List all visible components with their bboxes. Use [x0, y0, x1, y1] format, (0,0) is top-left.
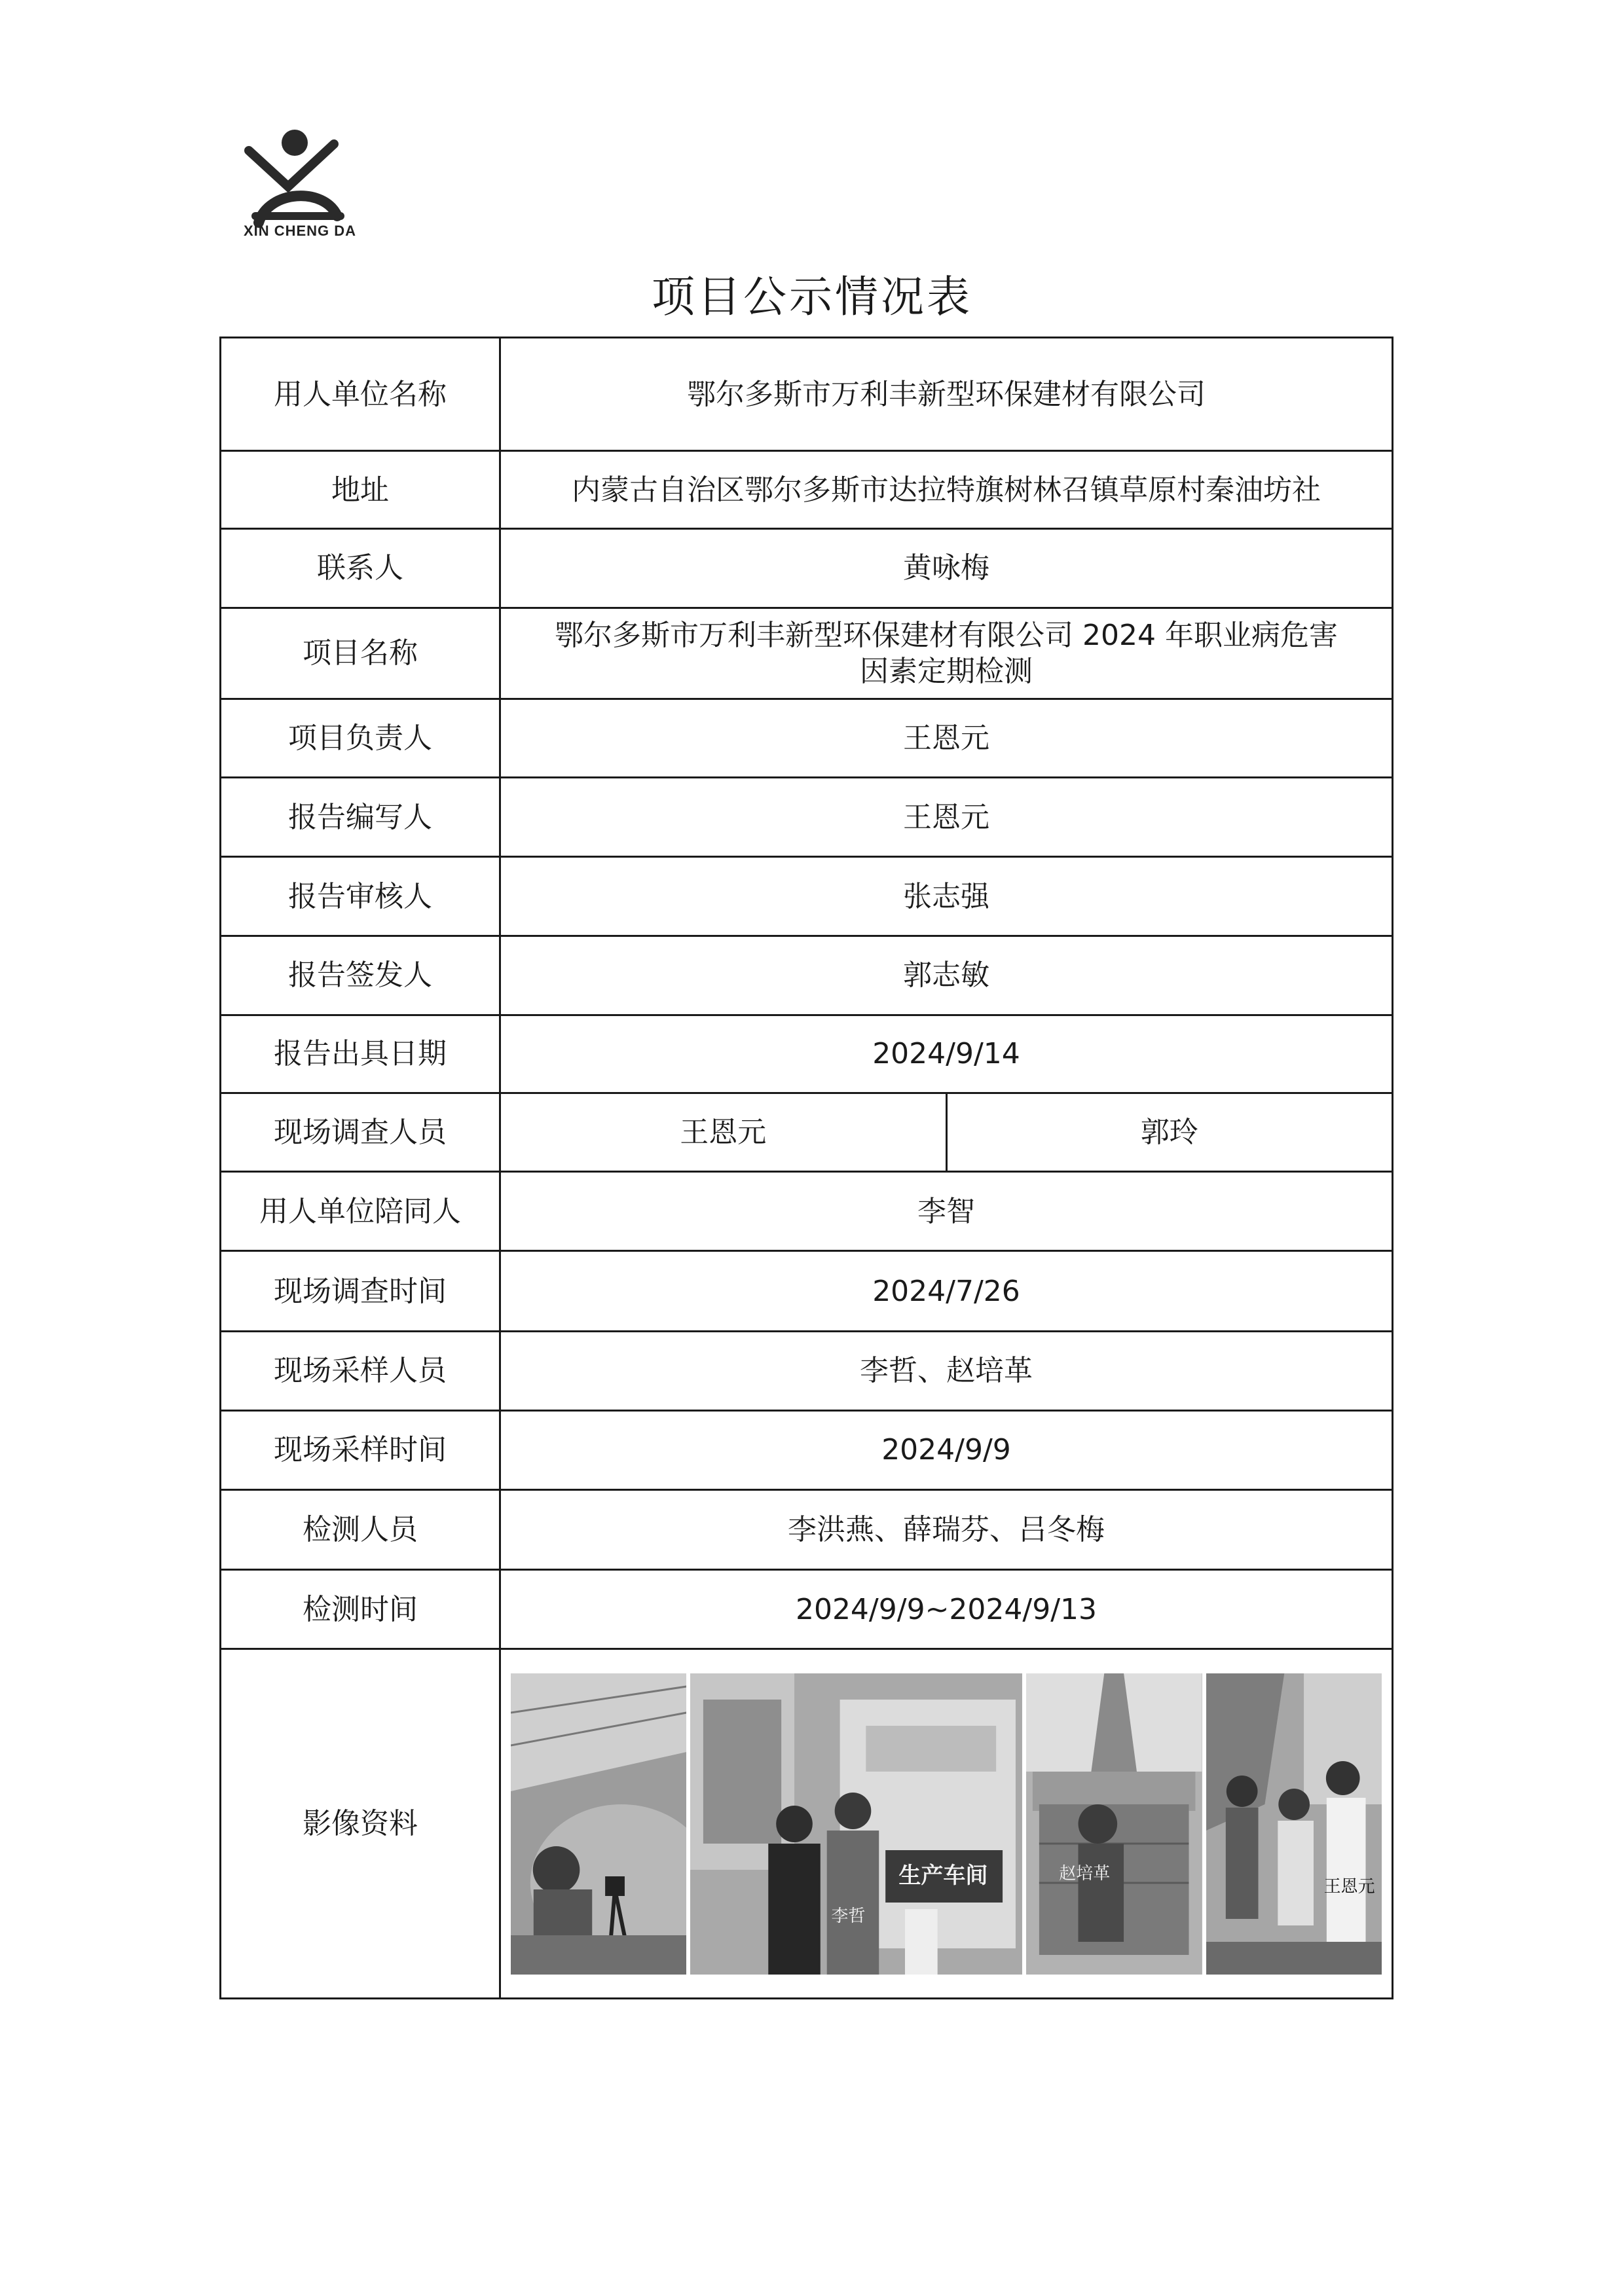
- table-row: [221, 608, 1393, 699]
- table-row: [221, 1172, 1393, 1251]
- address-value: 内蒙古自治区鄂尔多斯市达拉特旗树林召镇草原村秦油坊社: [500, 451, 1393, 529]
- photo-sampling-bricks: [1026, 1673, 1202, 1975]
- table-row: [221, 699, 1393, 778]
- report-date-value: 2024/9/14: [500, 1015, 1393, 1093]
- row-label: 项目名称: [221, 608, 500, 699]
- row-label: 用人单位陪同人: [221, 1172, 500, 1251]
- row-label: 现场调查时间: [221, 1251, 500, 1332]
- investigation-date-value: 2024/7/26: [500, 1251, 1393, 1332]
- photo-sampling-warehouse: [511, 1673, 686, 1975]
- testing-period-value: 2024/9/9~2024/9/13: [500, 1570, 1393, 1649]
- sign-text: 生产车间: [898, 1862, 988, 1889]
- row-label: 用人单位名称: [221, 338, 500, 451]
- row-label: 现场调查人员: [221, 1093, 500, 1172]
- testers-value: 李洪燕、薛瑞芬、吕冬梅: [500, 1489, 1393, 1570]
- table-row: [221, 1410, 1393, 1489]
- contact-value: 黄咏梅: [500, 528, 1393, 608]
- project-info-table: [219, 337, 1393, 1999]
- row-label: 报告签发人: [221, 936, 500, 1015]
- row-label: 报告出具日期: [221, 1015, 500, 1093]
- table-row: [221, 778, 1393, 857]
- document-title: 项目公示情况表: [652, 272, 972, 322]
- sampling-date-value: 2024/9/9: [500, 1410, 1393, 1489]
- samplers-value: 李哲、赵培革: [500, 1332, 1393, 1411]
- photo-team-at-sign: [690, 1673, 1022, 1975]
- report-writer-value: 王恩元: [500, 778, 1393, 857]
- employer-escort-value: 李智: [500, 1172, 1393, 1251]
- project-name-value: [500, 608, 1393, 699]
- table-row: [221, 451, 1393, 529]
- row-label: 地址: [221, 451, 500, 529]
- employer-name-value: 鄂尔多斯市万利丰新型环保建材有限公司: [500, 338, 1393, 451]
- photo-group: [1206, 1673, 1382, 1975]
- table-row: [221, 936, 1393, 1015]
- report-reviewer-value: 张志强: [500, 857, 1393, 936]
- project-name-line2: 因素定期检测: [860, 654, 1033, 688]
- row-label: 报告审核人: [221, 857, 500, 936]
- row-label: 检测时间: [221, 1570, 500, 1649]
- table-row: [221, 528, 1393, 608]
- photo-caption-wang-enyuan: 王恩元: [1323, 1876, 1375, 1897]
- photo-caption-li-zhe: 李哲: [831, 1906, 866, 1926]
- table-row: [221, 1093, 1393, 1172]
- project-name-line1: 鄂尔多斯市万利丰新型环保建材有限公司 2024 年职业病危害: [555, 618, 1338, 652]
- investigator-1-value: 王恩元: [500, 1093, 947, 1172]
- row-label: 检测人员: [221, 1489, 500, 1570]
- photo-strip: [511, 1673, 1382, 1975]
- logo-text: XIN CHENG DA: [243, 223, 357, 239]
- table-row: [221, 1489, 1393, 1570]
- photo-caption-zhao-peige: 赵培革: [1059, 1863, 1111, 1884]
- project-lead-value: 王恩元: [500, 699, 1393, 778]
- row-label: 报告编写人: [221, 778, 500, 857]
- table-row: [221, 1251, 1393, 1332]
- row-label: 影像资料: [221, 1649, 500, 1999]
- report-issuer-value: 郭志敏: [500, 936, 1393, 1015]
- table-row: [221, 338, 1393, 451]
- photo-cell: [500, 1649, 1393, 1999]
- row-label: 现场采样人员: [221, 1332, 500, 1411]
- row-label: 联系人: [221, 528, 500, 608]
- table-row: [221, 1649, 1393, 1999]
- row-label: 项目负责人: [221, 699, 500, 778]
- table-row: [221, 1332, 1393, 1411]
- row-label: 现场采样时间: [221, 1410, 500, 1489]
- table-row: [221, 857, 1393, 936]
- investigator-2-value: 郭玲: [946, 1093, 1393, 1172]
- table-row: [221, 1570, 1393, 1649]
- table-row: [221, 1015, 1393, 1093]
